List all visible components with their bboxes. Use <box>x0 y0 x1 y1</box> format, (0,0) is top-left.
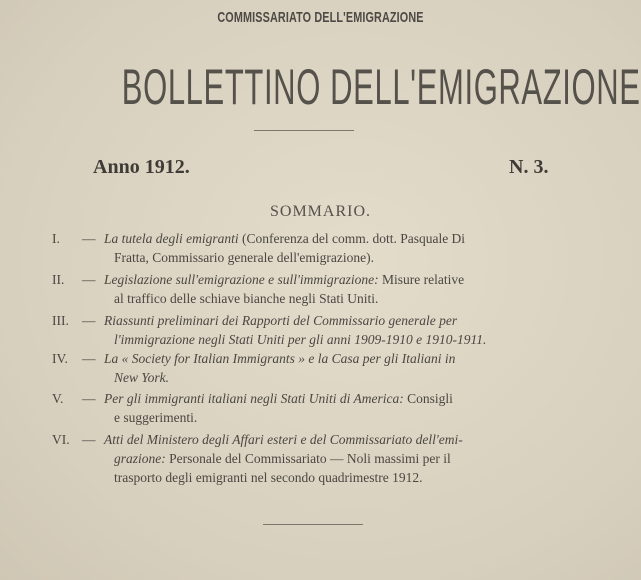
entry-title: New York. <box>114 370 170 385</box>
entry-title: Legislazione sull'emigrazione e sull'immigrazione: <box>104 272 379 287</box>
entry-number: II. <box>52 272 65 287</box>
year-label: Anno 1912. <box>93 156 190 178</box>
entry-text: Personale del Commissariato — Noli massimi per il <box>165 451 451 466</box>
issue-number: N. 3. <box>509 156 549 178</box>
title-rule <box>254 130 354 131</box>
entry-dash: — <box>82 432 96 447</box>
closing-rule <box>263 524 363 525</box>
entry-text: al traffico delle schiave bianche negli Stati Uniti. <box>114 291 379 306</box>
entry-dash: — <box>82 391 96 406</box>
entry-number: IV. <box>52 351 68 366</box>
entry-number: VI. <box>52 432 70 447</box>
entry-title: La « Society for Italian Immigrants » e la Casa per gli Italiani in <box>104 351 456 366</box>
summary-heading: SOMMARIO. <box>269 203 371 220</box>
entry-dash: — <box>82 231 96 246</box>
entry-text: trasporto degli emigranti nel secondo quadrimestre 1912. <box>114 470 423 485</box>
agency-name: COMMISSARIATO DELL'EMIGRAZIONE <box>217 9 424 26</box>
entry-text: Misure relative <box>378 272 465 287</box>
entry-title: l'immigrazione negli Stati Uniti per gli anni 1909-1910 e 1910-1911. <box>114 332 487 347</box>
entry-dash: — <box>82 272 96 287</box>
entry-text: (Conferenza del comm. dott. Pasquale Di <box>238 231 466 246</box>
entry-title: Atti del Ministero degli Affari esteri e del Commissariato dell'emi- <box>104 432 463 447</box>
entry-number: I. <box>52 231 60 246</box>
entry-title: Riassunti preliminari dei Rapporti del Commissario generale per <box>104 313 458 328</box>
entry-text: Fratta, Commissario generale dell'emigrazione). <box>114 250 374 265</box>
entry-text: Consigli <box>403 391 453 406</box>
entry-number: III. <box>52 313 69 328</box>
entry-title: grazione: <box>114 451 166 466</box>
entry-dash: — <box>82 313 96 328</box>
entry-title: Per gli immigranti italiani negli Stati Uniti di America: <box>104 391 404 406</box>
entry-number: V. <box>52 391 64 406</box>
entry-title: La tutela degli emigranti <box>104 231 239 246</box>
entry-dash: — <box>82 351 96 366</box>
bulletin-title: BOLLETTINO DELL'EMIGRAZIONE <box>121 59 641 115</box>
entry-text: e suggerimenti. <box>114 410 198 425</box>
